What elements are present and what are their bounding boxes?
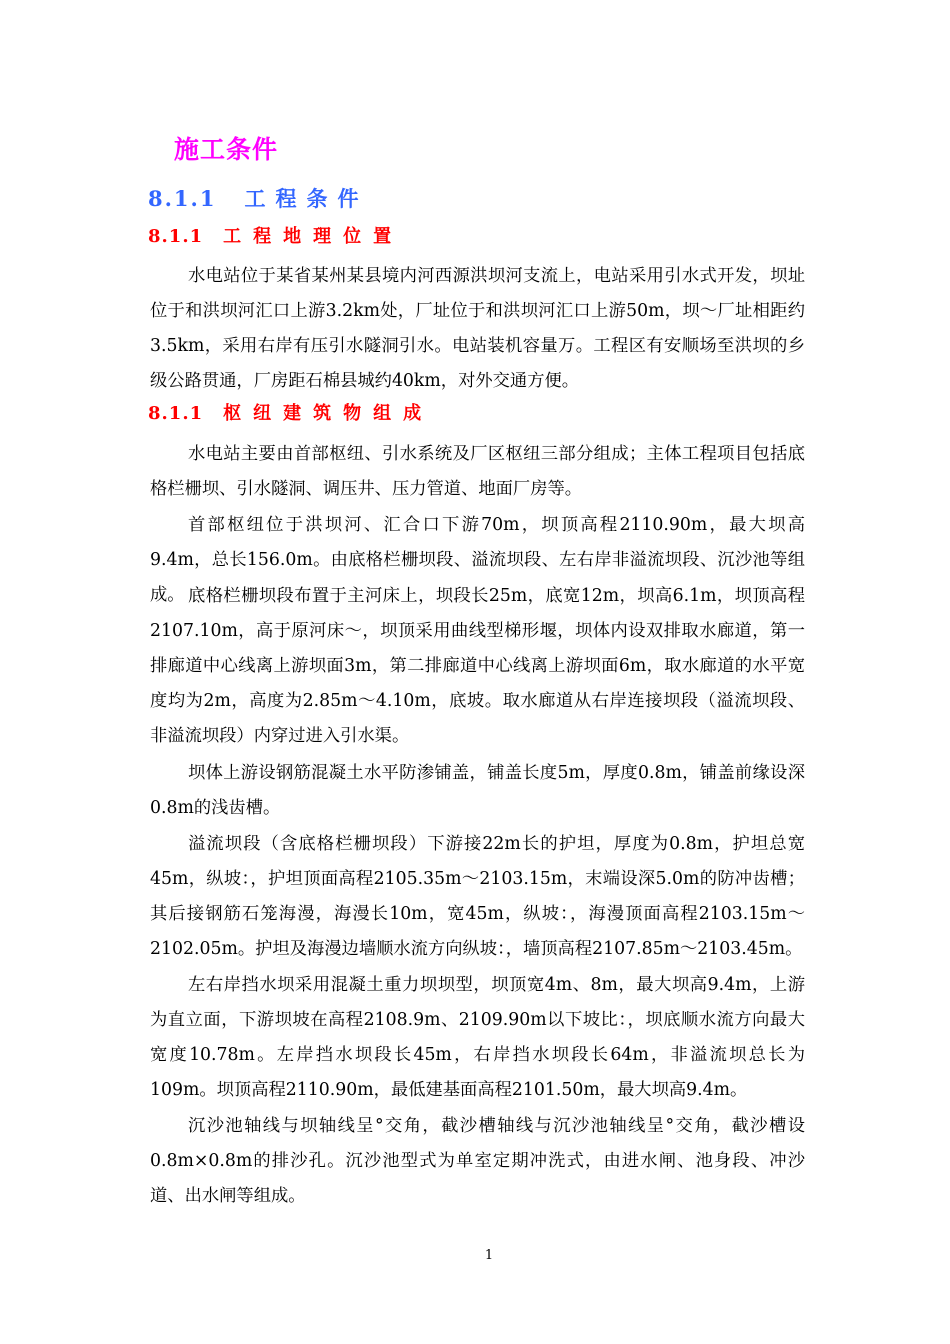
paragraph-bottom-grid-dam: 底格栏栅坝段布置于主河床上，坝段长25m，底宽12m，坝高6.1m，坝顶高程2107.10m，高于原河床～，坝顶采用曲线型梯形堰，坝体内设双排取水廊道，第一排廊道中心线离上游坝面3m，第二排廊道中心线离上游坝面6m，取水廊道的水平宽度均为2m，高度为2.85m～4.10m，底坡。取水廊道从右岸连接坝段（溢流坝段、非溢流坝段）内穿过进入引水渠。 <box>150 586 805 746</box>
paragraph-headworks: 首部枢纽位于洪坝河、汇合口下游70m，坝顶高程2110.90m，最大坝高9.4m，总长156.0m。由底格栏栅坝段、溢流坝段、左右岸非溢流坝段、沉沙池等组成。 <box>150 515 805 605</box>
document-title: 施工条件 <box>174 135 279 164</box>
paragraph-spillway-apron: 溢流坝段（含底格栏栅坝段）下游接22m长的护坦，厚度为0.8m，护坦总宽45m，纵坡：，护坦顶面高程2105.35m～2103.15m，末端设深5.0m的防冲齿槽；其后接钢筋石笼海漫，海漫长10m，宽45m，纵坡：，海漫顶面高程2103.15m～2102.05m。护坦及海漫边墙顺水流方向纵坡：，墙顶高程2107.85m～2103.45m。 <box>150 834 805 959</box>
section-number: 8.1.1 <box>148 186 217 211</box>
subsection-heading-location <box>148 222 403 248</box>
section-title: 工程条件 <box>244 186 369 211</box>
subsection-title: 工程地理位置 <box>223 226 404 247</box>
subsection-title: 枢纽建筑物组成 <box>223 403 434 424</box>
paragraph-composition: 水电站主要由首部枢纽、引水系统及厂区枢纽三部分组成；主体工程项目包括底格栏栅坝、引水隧洞、调压井、压力管道、地面厂房等。 <box>150 444 805 499</box>
subsection-heading-structures <box>148 399 433 425</box>
subsection-number: 8.1.1 <box>148 226 204 247</box>
paragraph-location: 水电站位于某省某州某县境内河西源洪坝河支流上，电站采用引水式开发，坝址位于和洪坝河汇口上游3.2km处，厂址位于和洪坝河汇口上游50m，坝～厂址相距约3.5km，采用右岸有压引水隧洞引水。电站装机容量万。工程区有安顺场至洪坝的乡级公路贯通，厂房距石棉县城约40km，对外交通方便。 <box>150 266 805 391</box>
section-heading <box>148 183 368 213</box>
paragraph-gravity-dam: 左右岸挡水坝采用混凝土重力坝坝型，坝顶宽4m、8m，最大坝高9.4m，上游为直立面，下游坝坡在高程2108.9m、2109.90m以下坡比：，坝底顺水流方向最大宽度10.78m。左岸挡水坝段长45m，右岸挡水坝段长64m，非溢流坝总长为109m。坝顶高程2110.90m，最低建基面高程2101.50m，最大坝高9.4m。 <box>150 975 805 1100</box>
subsection-number: 8.1.1 <box>148 403 204 424</box>
page-number: 1 <box>484 1248 494 1263</box>
paragraph-settling-basin: 沉沙池轴线与坝轴线呈°交角，截沙槽轴线与沉沙池轴线呈°交角，截沙槽设0.8m×0.8m的排沙孔。沉沙池型式为单室定期冲洗式，由进水闸、池身段、冲沙道、出水闸等组成。 <box>150 1116 805 1206</box>
paragraph-seepage-blanket: 坝体上游设钢筋混凝土水平防渗铺盖，铺盖长度5m，厚度0.8m，铺盖前缘设深0.8m的浅齿槽。 <box>150 763 805 818</box>
